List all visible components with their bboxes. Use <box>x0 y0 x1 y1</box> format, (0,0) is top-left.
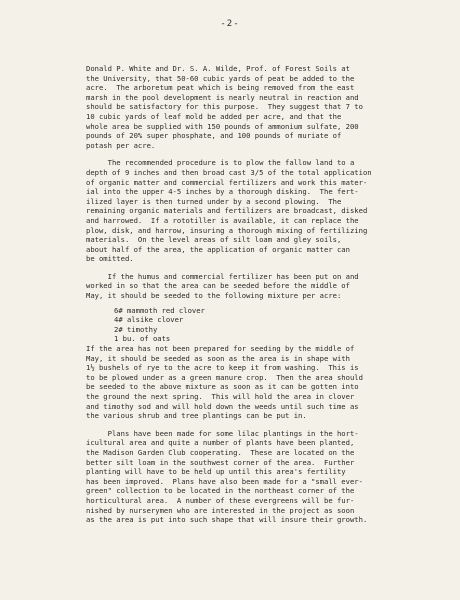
text-line: pounds of 20% super phosphate, and 100 pounds of muriate of <box>86 131 342 141</box>
text-line: horticultural area. A number of these evergreens will be fur- <box>86 495 355 505</box>
text-line: If the area has not been prepared for seeding by the middle of <box>86 344 355 354</box>
text-line: and harrowed. If a rototiller is available, it can replace the <box>86 215 359 225</box>
text-line: the ground the next spring. This will hold the area in clover <box>86 392 355 401</box>
page-number: -2- <box>220 19 240 29</box>
text-line: If the humus and commercial fertilizer has been put on and <box>86 271 359 281</box>
text-line: The recommended procedure is to plow the fallow land to a <box>86 158 355 168</box>
paragraph <box>86 429 431 525</box>
text-line: Donald P. White and Dr. S. A. Wilde, Prof. of Forest Soils at <box>86 64 350 73</box>
text-line: the various shrub and tree plantings can be put in. <box>86 411 307 421</box>
text-line: Plans have been made for some lilac plantings in the hort- <box>86 428 359 438</box>
text-line: nished by nurserymen who are interested in the project as soon <box>86 505 355 515</box>
text-line: has been improved. Plans have also been made for a "small ever- <box>86 476 363 486</box>
text-line: and timothy sod and will hold down the weeds until such time as <box>86 401 359 411</box>
text-line: ilized layer is then turned under by a second plowing. The <box>86 196 342 206</box>
text-line: 1½ bushels of rye to the acre to keep it from washing. This is <box>86 363 359 373</box>
text-line: ial into the upper 4-5 inches by a thorough disking. The fert- <box>86 187 359 197</box>
seed-mixture-item: 2# timothy <box>114 324 158 334</box>
text-line: depth of 9 inches and then broad cast 3/5 of the total application <box>86 167 372 177</box>
paragraph <box>86 344 431 421</box>
text-line: about half of the area, the application of organic matter can <box>86 244 350 254</box>
text-line: to be plowed under as a green manure crop. Then the area should <box>86 372 363 382</box>
seed-mixture-item: 4# alsike clover <box>114 315 184 325</box>
text-line: be seeded to the above mixture as soon as it can be gotten into <box>86 382 359 392</box>
text-line: the Madison Garden Club cooperating. These are located on the <box>86 447 355 457</box>
paragraph-group-after <box>86 344 431 525</box>
seed-mixture-item: 1 bu. of oats <box>114 334 171 344</box>
text-line: icultural area and quite a number of plants have been planted, <box>86 438 355 448</box>
text-line: worked in so that the area can be seeded before the middle of <box>86 281 350 291</box>
paragraph-group <box>86 64 431 301</box>
text-line: as the area is put into such shape that will insure their growth. <box>86 515 368 525</box>
text-line: should be satisfactory for this purpose. They suggest that 7 to <box>86 102 363 112</box>
text-line: May, it should be seeded as soon as the area is in shape with <box>86 353 350 363</box>
text-line: the University, that 50-60 cubic yards of peat be added to the <box>86 73 355 83</box>
text-line: marsh in the pool development is nearly neutral in reaction and <box>86 92 359 102</box>
text-line: May, it should be seeded to the following mixture per acre: <box>86 291 342 301</box>
text-line: whole area be supplied with 150 pounds of ammonium sulfate, 200 <box>86 121 359 131</box>
text-line: 10 cubic yards of leaf mold be added per acre, and that the <box>86 111 342 121</box>
document-body <box>86 64 431 525</box>
text-line: remaining organic materials and fertilizers are broadcast, disked <box>86 206 368 216</box>
paragraph <box>86 272 431 301</box>
text-line: green" collection to be located in the northeast corner of the <box>86 486 355 496</box>
paragraph <box>86 158 431 264</box>
text-line: acre. The arboretum peat which is being removed from the east <box>86 83 355 93</box>
paragraph <box>86 64 431 150</box>
seed-mixture-list <box>86 306 431 344</box>
text-line: potash per acre. <box>86 140 156 150</box>
text-line: better silt loam in the southwest corner of the area. Further <box>86 457 355 467</box>
text-line: planting will have to be held up until this area's fertility <box>86 467 346 477</box>
text-line: materials. On the level areas of silt loam and gley soils, <box>86 235 342 245</box>
text-line: be omitted. <box>86 254 134 264</box>
seed-mixture-item: 6# mammoth red clover <box>114 305 205 315</box>
text-line: of organic matter and commercial fertilizers and work this mater- <box>86 177 368 187</box>
text-line: plow, disk, and harrow, insuring a thorough mixing of fertilizing <box>86 225 368 235</box>
